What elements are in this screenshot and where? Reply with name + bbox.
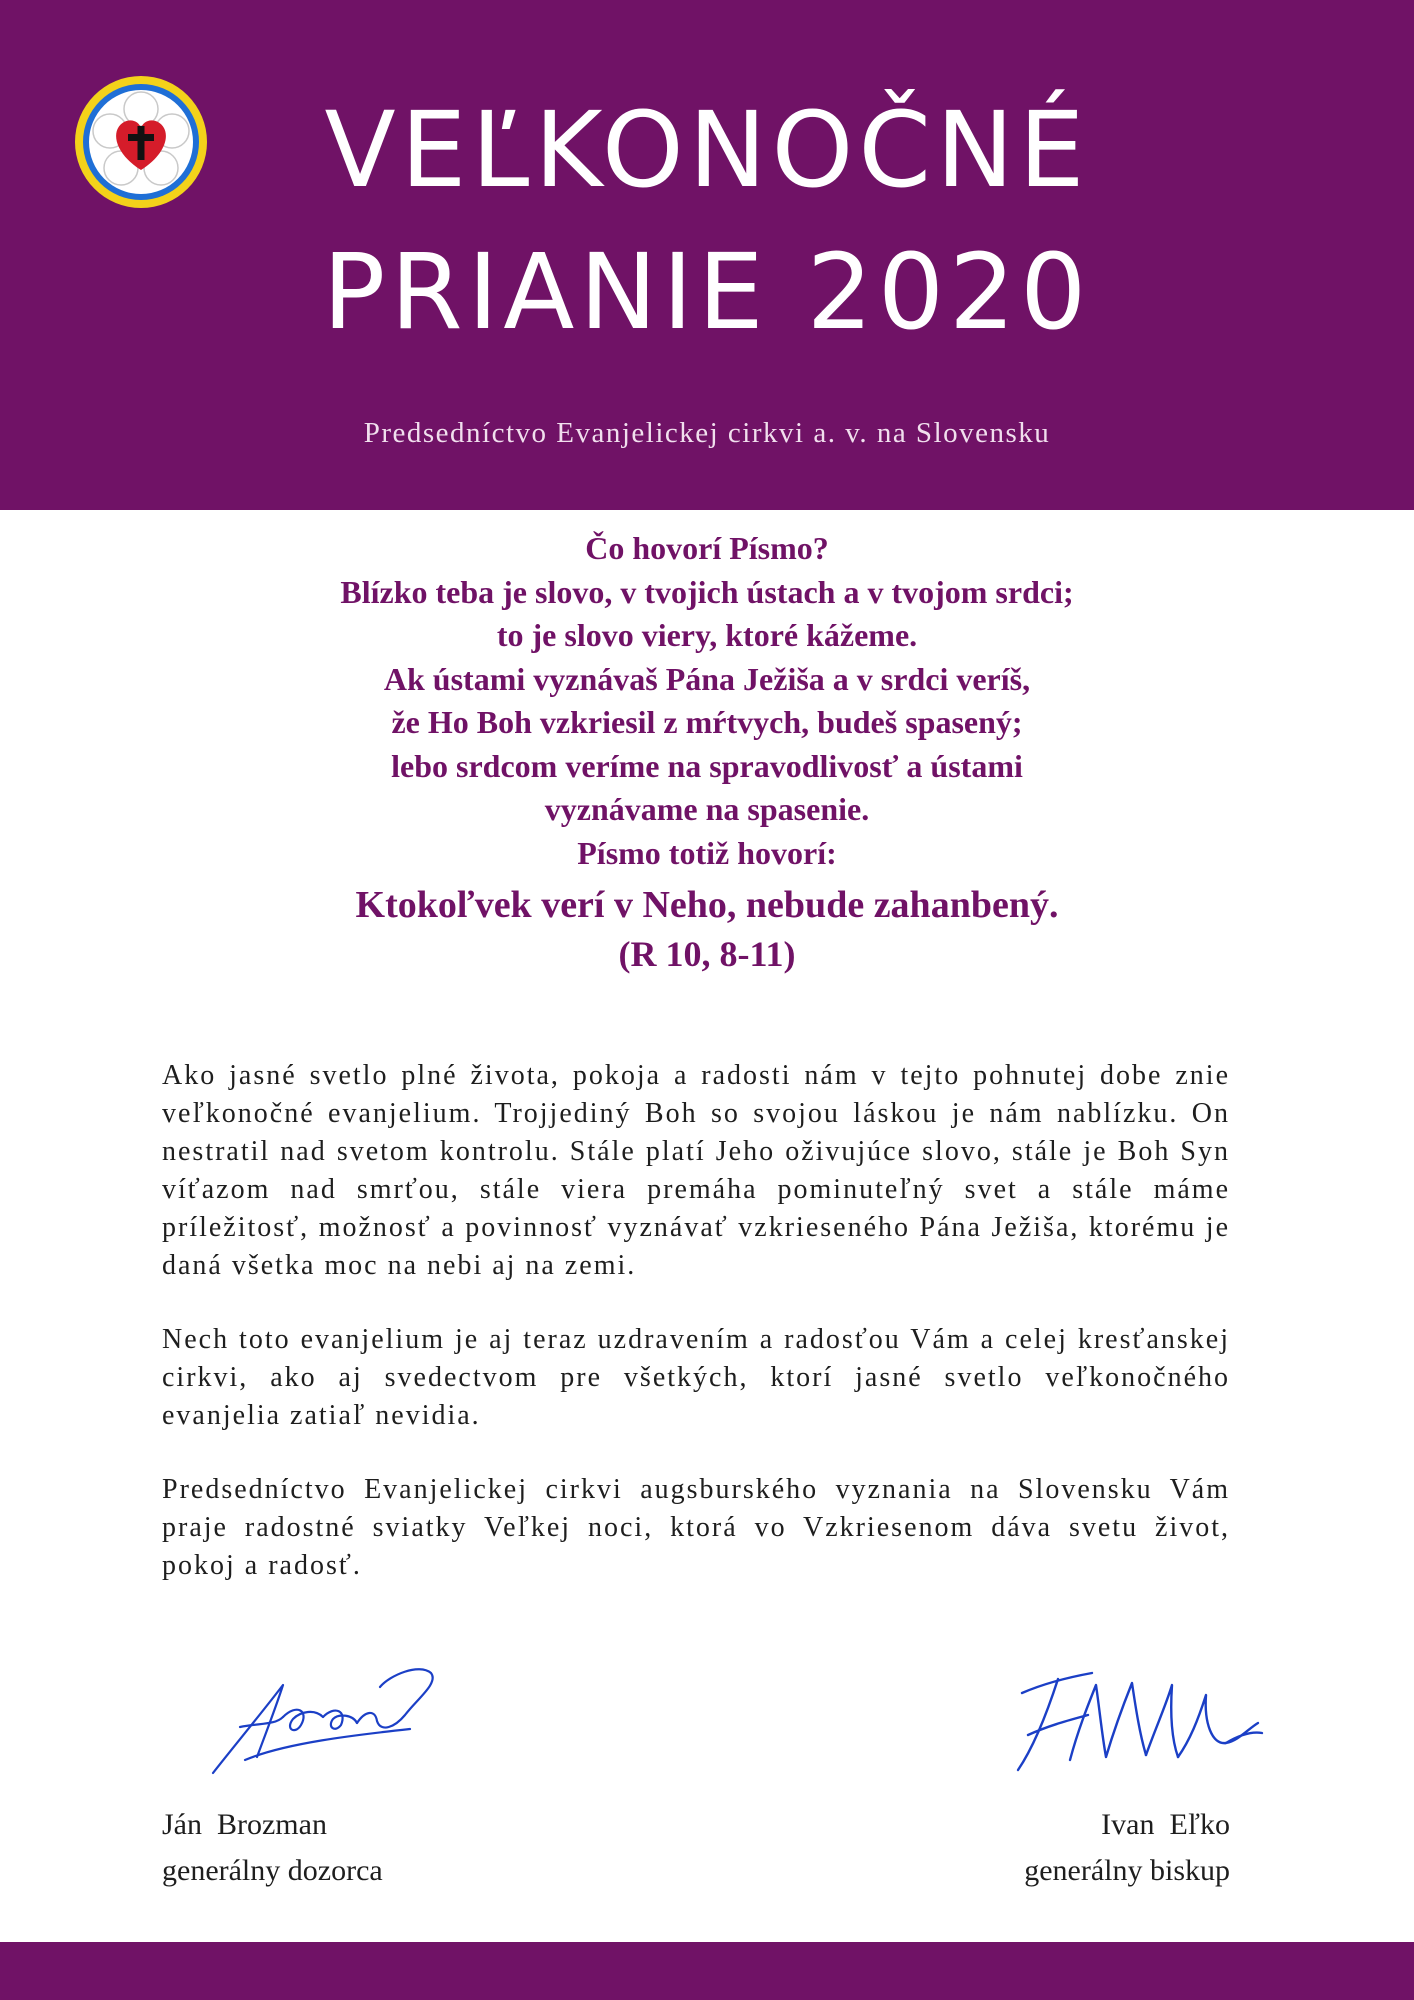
verse-line: lebo srdcom veríme na spravodlivosť a ústami [391,747,1023,784]
verse-highlight: Ktokoľvek verí v Neho, nebude zahanbený. [355,884,1059,926]
page-title-line-2: PRIANIE 2020 [322,231,1092,353]
handwritten-signature-icon [1000,1665,1265,1780]
subtitle: Predsedníctvo Evanjelickej cirkvi a. v. na Slovensku [363,417,1051,449]
signatory-name: Ján Brozman [162,1808,327,1841]
verse-line: vyznávame na spasenie. [544,791,870,827]
paragraph: Predsedníctvo Evanjelickej cirkvi augsburského vyznania na Slovensku Vám praje radostné sviatky Veľkej noci, ktorá vo Vzkriesenom dáva svetu život, pokoj a radosť. [162,1474,1230,1581]
verse-reference: (R 10, 8-11) [618,934,796,974]
verse-line: to je slovo viery, ktoré kážeme. [496,617,918,653]
paragraph: Nech toto evanjelium je aj teraz uzdravením a radosťou Vám a celej kresťanskej cirkvi, ako aj svedectvom pre všetkých, ktorí jasné svetlo veľkonočného evanjelia zatiaľ nevidia. [162,1324,1230,1431]
signatory-right [1024,1802,1230,1894]
signatory-name: Ivan Eľko [1101,1808,1230,1841]
header-banner [0,0,1414,510]
footer-bar [0,1942,1414,2000]
handwritten-signature-icon [205,1665,445,1780]
letter-body [162,1057,1230,1621]
verse-line: že Ho Boh vzkriesil z mŕtvych, budeš spasený; [391,704,1023,740]
scripture-verse [0,527,1414,977]
page-title-line-1: VEĽKONOČNÉ [324,89,1090,211]
signatory-role: generálny biskup [1024,1854,1230,1887]
signatory-left [162,1802,383,1894]
signatory-role: generálny dozorca [162,1854,383,1887]
verse-line: Písmo totiž hovorí: [577,834,837,871]
verse-line: Čo hovorí Písmo? [585,530,829,566]
verse-line: Blízko teba je slovo, v tvojich ústach a v tvojom srdci; [340,573,1074,610]
verse-line: Ak ústami vyznávaš Pána Ježiša a v srdci veríš, [383,660,1031,697]
paragraph: Ako jasné svetlo plné života, pokoja a radosti nám v tejto pohnutej dobe znie veľkonočné evanjelium. Trojjediný Boh so svojou láskou je nám nablízku. On nestratil nad svetom kontrolu. Stále platí Jeho oživujúce slovo, stále je Boh Syn víťazom nad smrťou, stále viera premáha pominuteľný svet a stále máme príležitosť, možnosť a povinnosť vyznávať vzkrieseného Pána Ježiša, ktorému je daná všetka moc na nebi aj na zemi. [162,1060,1230,1281]
